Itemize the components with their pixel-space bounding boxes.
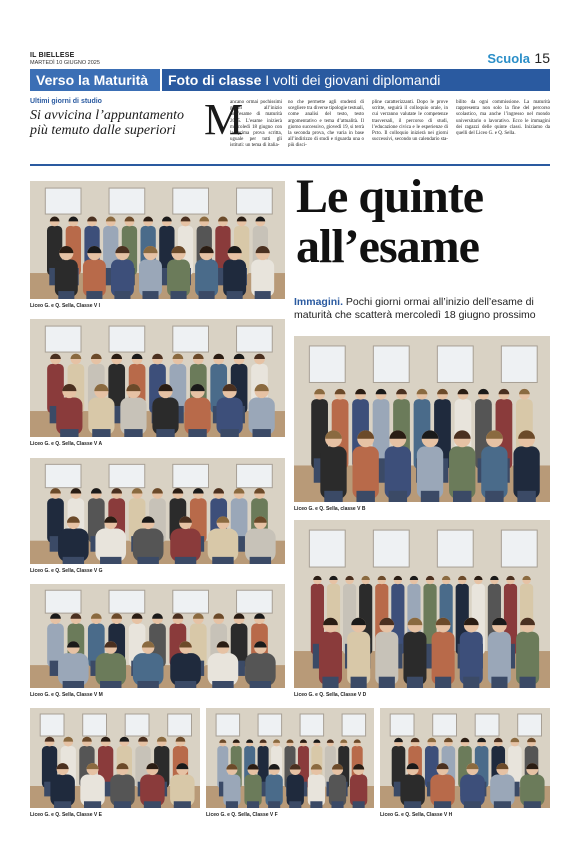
photo-caption: Liceo G. e Q. Sella, Classe V I [30, 303, 101, 309]
intro-column-3: pline caratterizzanti. Dopo le prove scritte, seguirà il colloquio orale, in cui verranno valutate le competenze trasversali, il percorso di studi, l’educazione civica e le esperienze di Pcto. Il colloquio inizierà nei giorni successivi, secondo un calendario sta- [372, 100, 448, 143]
intro-subhead: Si avvicina l’appuntamento più temuto dalle superiori [30, 108, 184, 138]
group-photo-illustration [206, 708, 374, 808]
photo-caption: Liceo G. e Q. Sella, classe V B [294, 506, 366, 512]
group-photo-illustration [380, 708, 550, 808]
photo-caption: Liceo G. e Q. Sella, Classe V M [30, 692, 103, 698]
group-photo-illustration [30, 181, 285, 299]
section-name: Scuola [487, 51, 530, 66]
photo-caption: Liceo G. e Q. Sella, Classe V E [30, 812, 102, 818]
banner-subtitle-bold: Foto di classe [168, 72, 262, 88]
group-photo-illustration [294, 520, 550, 688]
photo-caption: Liceo G. e Q. Sella, Classe V H [380, 812, 453, 818]
intro-column-1: ancano ormai pochissimi giorni all’inizio dell’esame di maturità 2025. L’esame inizierà mercoledì 18 giugno con la prima prova scritta, uguale per tutti gli istituti: un tema di italia- [230, 100, 282, 149]
class-photo [30, 458, 285, 564]
section-banner [30, 69, 550, 91]
page-number: 15 [534, 50, 550, 66]
lead-body: Pochi giorni ormai all’inizio dell’esame di maturità che scatterà mercoledì 18 giugno prossimo [294, 296, 536, 321]
lead-text [294, 296, 556, 322]
banner-subtitle [162, 72, 440, 88]
intro-column-4: bilito da ogni commissione. La maturità rappresenta non solo la fine del percorso scolastico, ma anche l’ingresso nel mondo universitario o lavorativo. Ecco le immagini dei ragazzi delle quinte classi. Iniziamo da quelli del Liceo G. e Q. Sella. [456, 100, 550, 137]
class-photo [30, 708, 200, 808]
dropcap: M [204, 95, 244, 144]
photo-caption: Liceo G. e Q. Sella, Classe V F [206, 812, 278, 818]
banner-title: Verso la Maturità [30, 69, 162, 91]
headline: Le quinte all’esame [296, 170, 484, 273]
group-photo-illustration [30, 584, 285, 688]
group-photo-illustration [294, 336, 550, 502]
intro-kicker: Ultimi giorni di studio [30, 98, 102, 105]
class-photo [294, 520, 550, 688]
photo-caption: Liceo G. e Q. Sella, Classe V D [294, 692, 367, 698]
divider-rule [30, 164, 550, 166]
photo-caption: Liceo G. e Q. Sella, Classe V A [30, 441, 103, 447]
class-photo [30, 319, 285, 437]
class-photo [30, 584, 285, 688]
class-photo [380, 708, 550, 808]
banner-subtitle-rest: I volti dei giovani diplomandi [265, 72, 441, 88]
photo-caption: Liceo G. e Q. Sella, Classe V G [30, 568, 103, 574]
lead-label: Immagini. [294, 296, 344, 308]
class-photo [294, 336, 550, 502]
publication-name: IL BIELLESE [30, 52, 75, 59]
publication-date: MARTEDÌ 10 GIUGNO 2025 [30, 60, 100, 66]
intro-column-2: no che permette agli studenti di scegliere tra diverse tipologie testuali, come analisi del testo, testo argomentativo e tema d’attualità. Il giorno successivo, giovedì 19, si terrà la seconda prova, che varia in base all’indirizzo di studi e riguarda una o più disci- [288, 100, 364, 149]
group-photo-illustration [30, 319, 285, 437]
group-photo-illustration [30, 708, 200, 808]
class-photo [30, 181, 285, 299]
group-photo-illustration [30, 458, 285, 564]
class-photo [206, 708, 374, 808]
